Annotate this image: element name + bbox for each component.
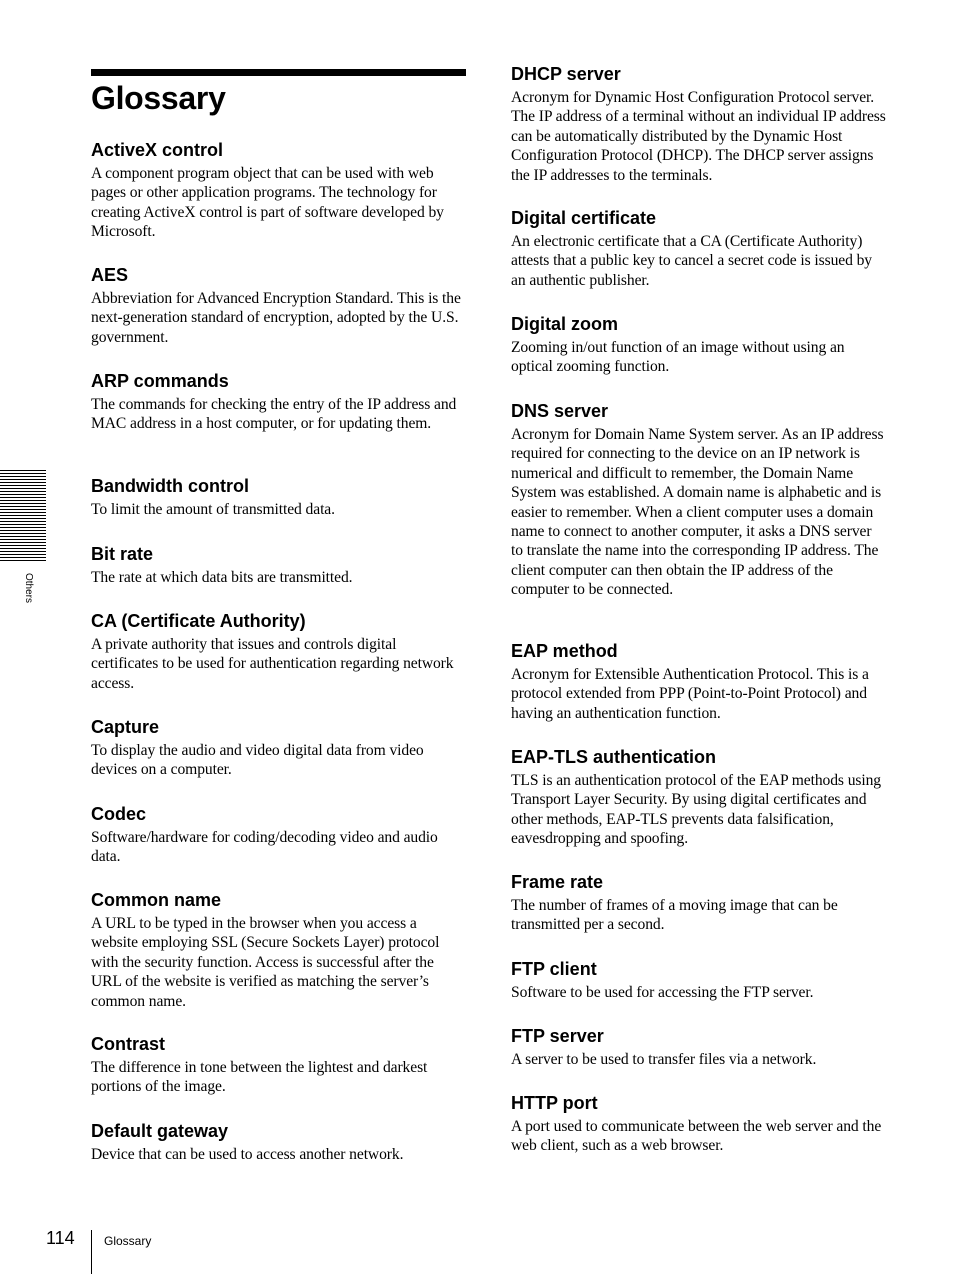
glossary-definition: Zooming in/out function of an image without using an optical zooming function. — [511, 339, 845, 376]
glossary-term: HTTP port — [511, 1093, 598, 1113]
page-title: Glossary — [91, 80, 226, 116]
glossary-entry — [511, 63, 886, 185]
glossary-entry — [511, 1025, 886, 1069]
glossary-term: Digital zoom — [511, 314, 618, 334]
page-number: 114 — [46, 1228, 75, 1248]
glossary-entry — [91, 610, 466, 693]
glossary-term: CA (Certificate Authority) — [91, 611, 306, 631]
glossary-definition: A private authority that issues and controls digital certificates to be used for authentication regarding network access. — [91, 636, 454, 692]
glossary-term: Frame rate — [511, 872, 604, 892]
glossary-term: AES — [91, 265, 129, 285]
glossary-entry — [91, 139, 466, 242]
footer-section-label: Glossary — [104, 1234, 152, 1248]
glossary-definition: Software/hardware for coding/decoding video and audio data. — [91, 829, 438, 866]
glossary-definition: The number of frames of a moving image that can be transmitted per a second. — [511, 897, 838, 934]
glossary-definition: The rate at which data bits are transmitted. — [91, 569, 353, 586]
glossary-term: ARP commands — [91, 371, 229, 391]
glossary-term: Digital certificate — [511, 208, 657, 228]
glossary-term: EAP method — [511, 641, 618, 661]
glossary-definition: A port used to communicate between the web server and the web client, such as a web browser. — [511, 1118, 882, 1155]
glossary-entry — [511, 958, 886, 1002]
glossary-entry — [511, 400, 886, 600]
glossary-definition: TLS is an authentication protocol of the EAP methods using Transport Layer Security. By using digital certificates and other methods, EAP-TLS prevents data falsification, eavesdropping and spoofing. — [511, 772, 881, 848]
glossary-definition: A URL to be typed in the browser when you access a website employing SSL (Secure Sockets Layer) protocol with the security function. Access is successful after the URL of the website is verified as matching the server’s common name. — [91, 915, 440, 1010]
glossary-entry — [91, 264, 466, 347]
footer-divider — [91, 1230, 92, 1274]
glossary-definition: Acronym for Extensible Authentication Protocol. This is a protocol extended from PPP (Point-to-Point Protocol) and having an authentication function. — [511, 666, 869, 722]
glossary-entry — [511, 313, 886, 377]
glossary-definition: A component program object that can be used with web pages or other application programs. The technology for creating ActiveX control is part of software developed by Microsoft. — [91, 165, 444, 241]
glossary-definition: A server to be used to transfer files via a network. — [511, 1051, 817, 1068]
glossary-term: Bit rate — [91, 544, 154, 564]
glossary-entry — [91, 716, 466, 780]
glossary-entry — [91, 370, 466, 434]
glossary-term: EAP-TLS authentication — [511, 747, 717, 767]
glossary-entry — [511, 207, 886, 290]
glossary-term: FTP server — [511, 1026, 604, 1046]
glossary-definition: Abbreviation for Advanced Encryption Standard. This is the next-generation standard of encryption, adopted by the U.S. government. — [91, 290, 461, 346]
section-tab-label: Others — [23, 573, 34, 604]
glossary-term: Contrast — [91, 1034, 166, 1054]
glossary-term: Codec — [91, 804, 147, 824]
glossary-definition: The commands for checking the entry of the IP address and MAC address in a host computer, or for updating them. — [91, 396, 457, 433]
glossary-term: Capture — [91, 717, 160, 737]
glossary-definition: To display the audio and video digital data from video devices on a computer. — [91, 742, 424, 779]
glossary-term: DHCP server — [511, 64, 621, 84]
glossary-entry — [91, 543, 466, 587]
glossary-entry — [511, 746, 886, 849]
glossary-term: Bandwidth control — [91, 476, 249, 496]
glossary-entry — [511, 1092, 886, 1156]
title-rule — [91, 69, 466, 76]
glossary-term: DNS server — [511, 401, 609, 421]
glossary-term: ActiveX control — [91, 140, 224, 160]
glossary-entry — [91, 889, 466, 1011]
glossary-definition: An electronic certificate that a CA (Certificate Authority) attests that a public key to cancel a secret code is issued by an authentic publisher. — [511, 233, 872, 289]
glossary-entry — [91, 1033, 466, 1097]
glossary-definition: To limit the amount of transmitted data. — [91, 501, 335, 518]
glossary-entry — [91, 803, 466, 867]
glossary-term: Common name — [91, 890, 222, 910]
glossary-definition: Acronym for Dynamic Host Configuration Protocol server. The IP address of a terminal without an individual IP address can be automatically distributed by the Dynamic Host Configuration Protocol (DHCP). The DHCP server assigns the IP addresses to the terminals. — [511, 89, 886, 184]
glossary-entry — [91, 475, 466, 519]
glossary-definition: Acronym for Domain Name System server. As an IP address required for connecting to the device on an IP network is numerical and difficult to remember, the Domain Name System was established. A domain name is alphabetic and is easier to remember. When a client computer uses a domain name to connect to another computer, it asks a DNS server to translate the name into the corresponding IP address. The client computer can then obtain the IP address of the computer to be connected. — [511, 426, 884, 599]
glossary-entry — [511, 640, 886, 723]
glossary-definition: Device that can be used to access another network. — [91, 1146, 404, 1163]
glossary-definition: The difference in tone between the lightest and darkest portions of the image. — [91, 1059, 428, 1096]
glossary-definition: Software to be used for accessing the FTP server. — [511, 984, 814, 1001]
glossary-term: FTP client — [511, 959, 597, 979]
glossary-term: Default gateway — [91, 1121, 229, 1141]
section-tab-marker — [0, 470, 46, 562]
glossary-entry — [91, 1120, 466, 1164]
glossary-entry — [511, 871, 886, 935]
